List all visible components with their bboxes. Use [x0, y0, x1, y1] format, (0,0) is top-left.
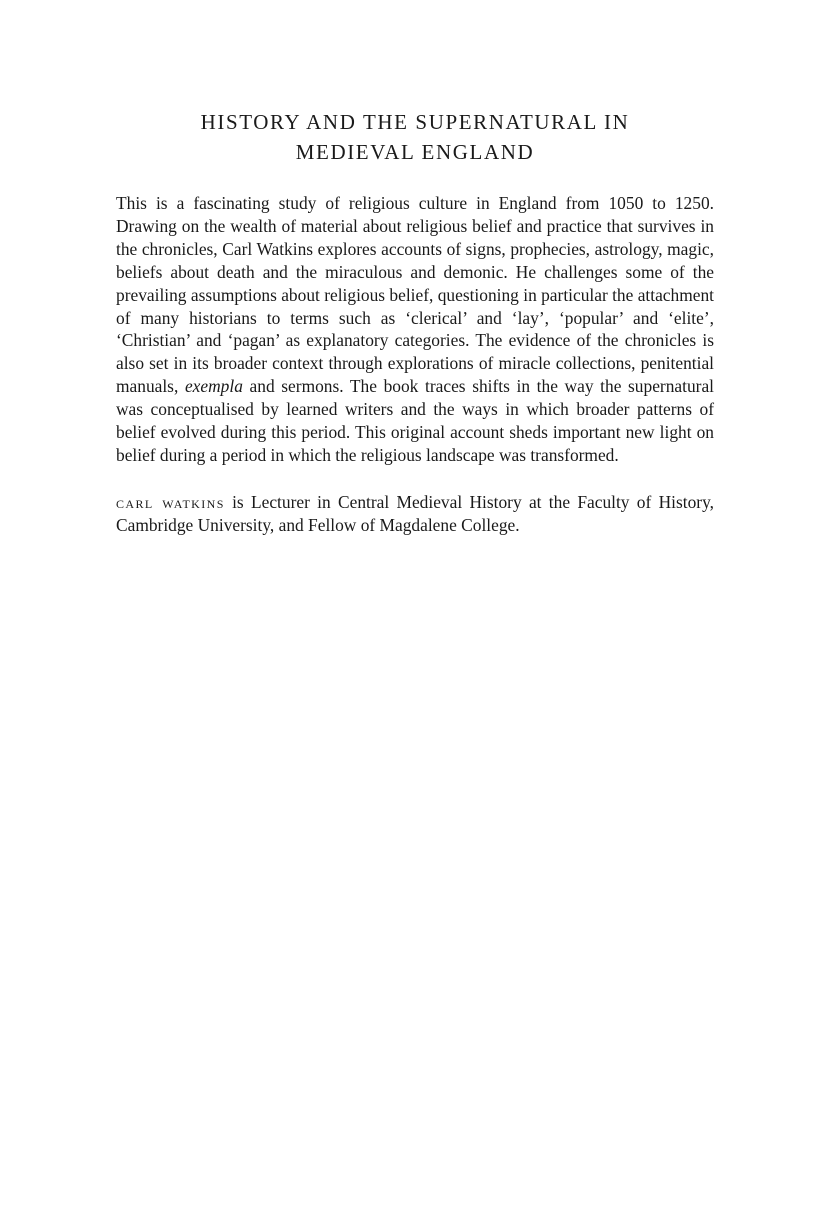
- book-title-line-2: MEDIEVAL ENGLAND: [295, 140, 535, 164]
- book-title-line-1: HISTORY AND THE SUPERNATURAL IN: [200, 110, 630, 134]
- book-description: [116, 192, 714, 467]
- book-front-matter: [116, 107, 714, 537]
- description-text-part-2: and sermons. The book traces shifts in the way the supernatural was conceptualised by learned writers and the ways in which broader patterns of belief evolved during this period. This original account sheds important new light on belief during a period in which the religious landscape was transformed.: [116, 376, 714, 465]
- description-italic-term: exempla: [184, 376, 243, 397]
- description-text-part-1: This is a fascinating study of religious culture in England from 1050 to 1250. Drawing on the wealth of material about religious belief and practice that survives in the chronicles, Carl Watkins explores accounts of signs, prophecies, astrology, magic, beliefs about death and the miraculous and demonic. He challenges some of the prevailing assumptions about religious belief, questioning in particular the attachment of many historians to terms such as ‘clerical’ and ‘lay’, ‘popular’ and ‘elite’, ‘Christian’ and ‘pagan’ as explanatory categories. The evidence of the chronicles is also set in its broader context through explorations of miracle collections, penitential manuals,: [116, 193, 714, 397]
- book-title: [116, 107, 714, 167]
- author-name: carl watkins: [116, 491, 225, 512]
- author-bio: [116, 491, 714, 537]
- author-bio-text: is Lecturer in Central Medieval History at the Faculty of History, Cambridge University, and Fellow of Magdalene College.: [116, 491, 714, 535]
